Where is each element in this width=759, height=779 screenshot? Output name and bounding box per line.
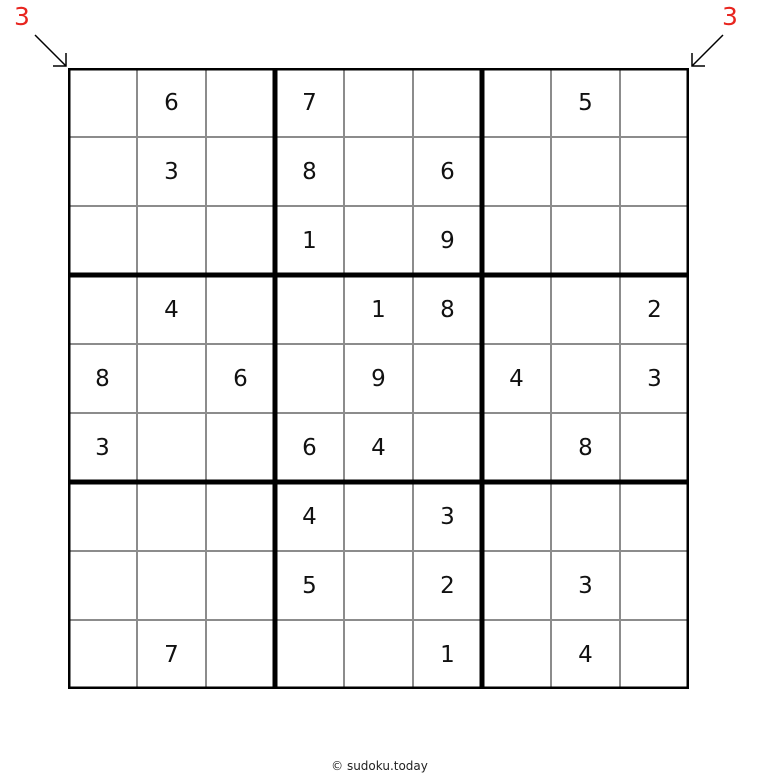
sudoku-cell[interactable]: 6 xyxy=(302,434,317,461)
sudoku-cell[interactable] xyxy=(68,68,137,137)
sudoku-cell[interactable]: 3 xyxy=(578,572,593,599)
sudoku-cell[interactable] xyxy=(344,482,413,551)
sudoku-cell[interactable] xyxy=(206,413,275,482)
sudoku-cell[interactable] xyxy=(551,137,620,206)
sudoku-cell[interactable]: 4 xyxy=(509,365,524,392)
sudoku-cell[interactable] xyxy=(344,68,413,137)
sudoku-cell[interactable] xyxy=(482,413,551,482)
sudoku-cell[interactable] xyxy=(413,344,482,413)
sudoku-cell[interactable] xyxy=(68,482,137,551)
sudoku-cell[interactable] xyxy=(206,620,275,689)
sudoku-cell[interactable] xyxy=(68,275,137,344)
sudoku-cell[interactable] xyxy=(413,413,482,482)
sudoku-cell[interactable] xyxy=(206,482,275,551)
diagonal-clue-right: 3 xyxy=(722,2,738,31)
sudoku-cell[interactable]: 2 xyxy=(440,572,455,599)
sudoku-cell[interactable] xyxy=(206,206,275,275)
sudoku-cell[interactable] xyxy=(68,620,137,689)
copyright-footer: © sudoku.today xyxy=(331,759,428,773)
sudoku-cell[interactable]: 2 xyxy=(647,296,662,323)
sudoku-cell[interactable] xyxy=(137,413,206,482)
sudoku-cell[interactable]: 9 xyxy=(440,227,455,254)
sudoku-cell[interactable]: 8 xyxy=(578,434,593,461)
sudoku-cell[interactable] xyxy=(551,344,620,413)
sudoku-cell[interactable] xyxy=(344,137,413,206)
sudoku-cell[interactable] xyxy=(620,482,689,551)
sudoku-cell[interactable]: 3 xyxy=(647,365,662,392)
sudoku-cell[interactable] xyxy=(482,68,551,137)
sudoku-cell[interactable]: 4 xyxy=(371,434,386,461)
sudoku-cell[interactable]: 4 xyxy=(302,503,317,530)
sudoku-cell[interactable] xyxy=(137,206,206,275)
sudoku-cell[interactable] xyxy=(551,206,620,275)
sudoku-cell[interactable] xyxy=(137,344,206,413)
sudoku-cell[interactable] xyxy=(620,551,689,620)
sudoku-cell[interactable]: 7 xyxy=(164,641,179,668)
sudoku-cell[interactable] xyxy=(620,413,689,482)
sudoku-cell[interactable] xyxy=(137,482,206,551)
sudoku-cell[interactable]: 1 xyxy=(371,296,386,323)
sudoku-cell[interactable] xyxy=(68,137,137,206)
sudoku-cell[interactable]: 8 xyxy=(302,158,317,185)
sudoku-cell[interactable]: 6 xyxy=(233,365,248,392)
sudoku-cell[interactable] xyxy=(620,68,689,137)
sudoku-cell[interactable] xyxy=(275,620,344,689)
sudoku-cell[interactable] xyxy=(551,275,620,344)
sudoku-cell[interactable]: 8 xyxy=(95,365,110,392)
sudoku-cell[interactable] xyxy=(551,482,620,551)
sudoku-cell[interactable] xyxy=(68,206,137,275)
sudoku-cell[interactable]: 7 xyxy=(302,89,317,116)
sudoku-cell[interactable]: 6 xyxy=(440,158,455,185)
sudoku-cell[interactable] xyxy=(482,275,551,344)
sudoku-cell[interactable]: 1 xyxy=(440,641,455,668)
sudoku-cell[interactable]: 9 xyxy=(371,365,386,392)
sudoku-cell[interactable] xyxy=(482,206,551,275)
sudoku-cell[interactable] xyxy=(206,275,275,344)
sudoku-cell[interactable] xyxy=(344,551,413,620)
sudoku-cell[interactable] xyxy=(413,68,482,137)
diagonal-clue-left: 3 xyxy=(14,2,30,31)
sudoku-cell[interactable]: 5 xyxy=(302,572,317,599)
sudoku-cell[interactable] xyxy=(137,551,206,620)
sudoku-cell[interactable]: 1 xyxy=(302,227,317,254)
sudoku-cell[interactable]: 8 xyxy=(440,296,455,323)
sudoku-cell[interactable] xyxy=(275,275,344,344)
sudoku-cell[interactable]: 4 xyxy=(578,641,593,668)
sudoku-cell[interactable] xyxy=(620,206,689,275)
sudoku-cell[interactable] xyxy=(482,482,551,551)
sudoku-cell[interactable] xyxy=(482,551,551,620)
arrow-down-right-icon xyxy=(35,35,66,66)
sudoku-cell[interactable] xyxy=(620,620,689,689)
arrow-down-left-icon xyxy=(692,35,723,66)
sudoku-cell[interactable]: 3 xyxy=(440,503,455,530)
sudoku-cell[interactable] xyxy=(482,137,551,206)
sudoku-cell[interactable]: 5 xyxy=(578,89,593,116)
sudoku-cell[interactable] xyxy=(206,68,275,137)
sudoku-cell[interactable]: 3 xyxy=(95,434,110,461)
sudoku-cell[interactable]: 3 xyxy=(164,158,179,185)
sudoku-cell[interactable] xyxy=(344,620,413,689)
sudoku-cell[interactable] xyxy=(206,551,275,620)
sudoku-cell[interactable] xyxy=(68,551,137,620)
sudoku-cell[interactable] xyxy=(206,137,275,206)
sudoku-cell[interactable]: 6 xyxy=(164,89,179,116)
sudoku-grid[interactable] xyxy=(68,68,689,689)
sudoku-cell[interactable] xyxy=(482,620,551,689)
sudoku-cell[interactable] xyxy=(620,137,689,206)
sudoku-cell[interactable] xyxy=(344,206,413,275)
sudoku-cell[interactable] xyxy=(275,344,344,413)
sudoku-cell[interactable]: 4 xyxy=(164,296,179,323)
